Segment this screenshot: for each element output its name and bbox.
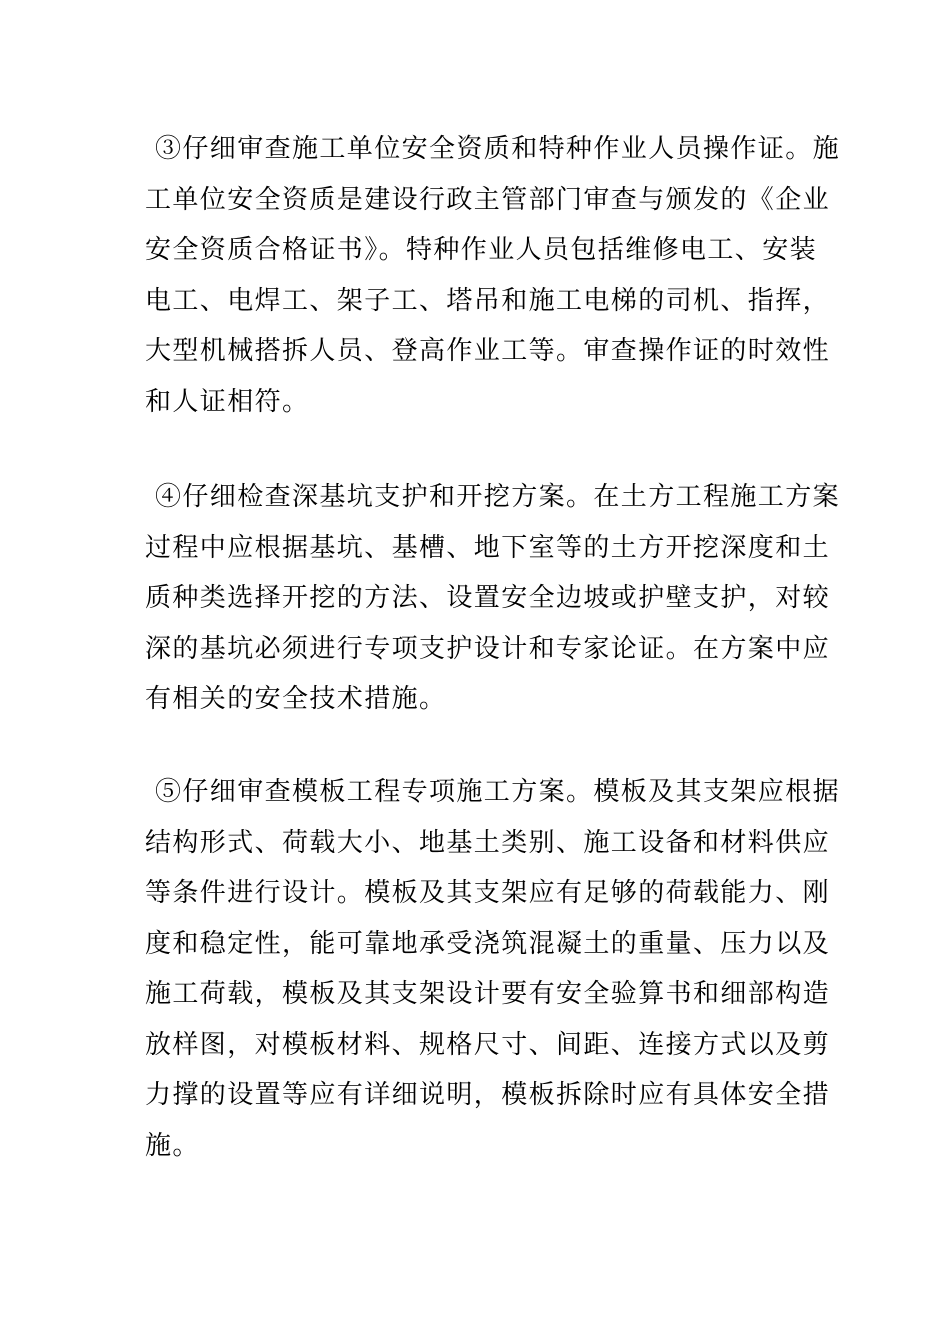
text-line: ③仔细审查施工单位安全资质和特种作业人员操作证。施 bbox=[155, 134, 841, 164]
text-line: 工单位安全资质是建设行政主管部门审查与颁发的《企业 bbox=[145, 184, 831, 215]
text-line: 施。 bbox=[145, 1130, 200, 1161]
text-line: 有相关的安全技术措施。 bbox=[145, 684, 447, 714]
text-line: ⑤仔细审查模板工程专项施工方案。模板及其支架应根据 bbox=[155, 777, 841, 807]
text-line: 施工荷载，模板及其支架设计要有安全验算书和细部构造 bbox=[145, 979, 831, 1009]
text-line: 和人证相符。 bbox=[145, 386, 310, 417]
paragraph-3-operator-certificates bbox=[145, 124, 841, 427]
text-line: 安全资质合格证书》。特种作业人员包括维修电工、安装 bbox=[145, 235, 818, 265]
text-line: 结构形式、荷载大小、地基土类别、施工设备和材料供应 bbox=[145, 827, 831, 858]
text-line: ④仔细检查深基坑支护和开挖方案。在土方工程施工方案 bbox=[155, 482, 841, 512]
paragraph-4-deep-foundation-pit bbox=[145, 472, 841, 725]
text-line: 等条件进行设计。模板及其支架应有足够的荷载能力、刚 bbox=[145, 878, 831, 908]
text-line: 过程中应根据基坑、基槽、地下室等的土方开挖深度和土 bbox=[145, 532, 831, 563]
text-line: 度和稳定性，能可靠地承受浇筑混凝土的重量、压力以及 bbox=[145, 928, 831, 959]
text-line: 质种类选择开挖的方法、设置安全边坡或护壁支护，对较 bbox=[145, 583, 831, 613]
text-line: 深的基坑必须进行专项支护设计和专家论证。在方案中应 bbox=[145, 633, 831, 664]
text-line: 放样图，对模板材料、规格尺寸、间距、连接方式以及剪 bbox=[145, 1029, 831, 1060]
text-line: 力撑的设置等应有详细说明，模板拆除时应有具体安全措 bbox=[145, 1080, 831, 1110]
paragraph-5-formwork-plan bbox=[145, 767, 841, 1171]
text-line: 电工、电焊工、架子工、塔吊和施工电梯的司机、指挥， bbox=[145, 285, 831, 316]
text-line: 大型机械搭拆人员、登高作业工等。审查操作证的时效性 bbox=[145, 336, 831, 366]
